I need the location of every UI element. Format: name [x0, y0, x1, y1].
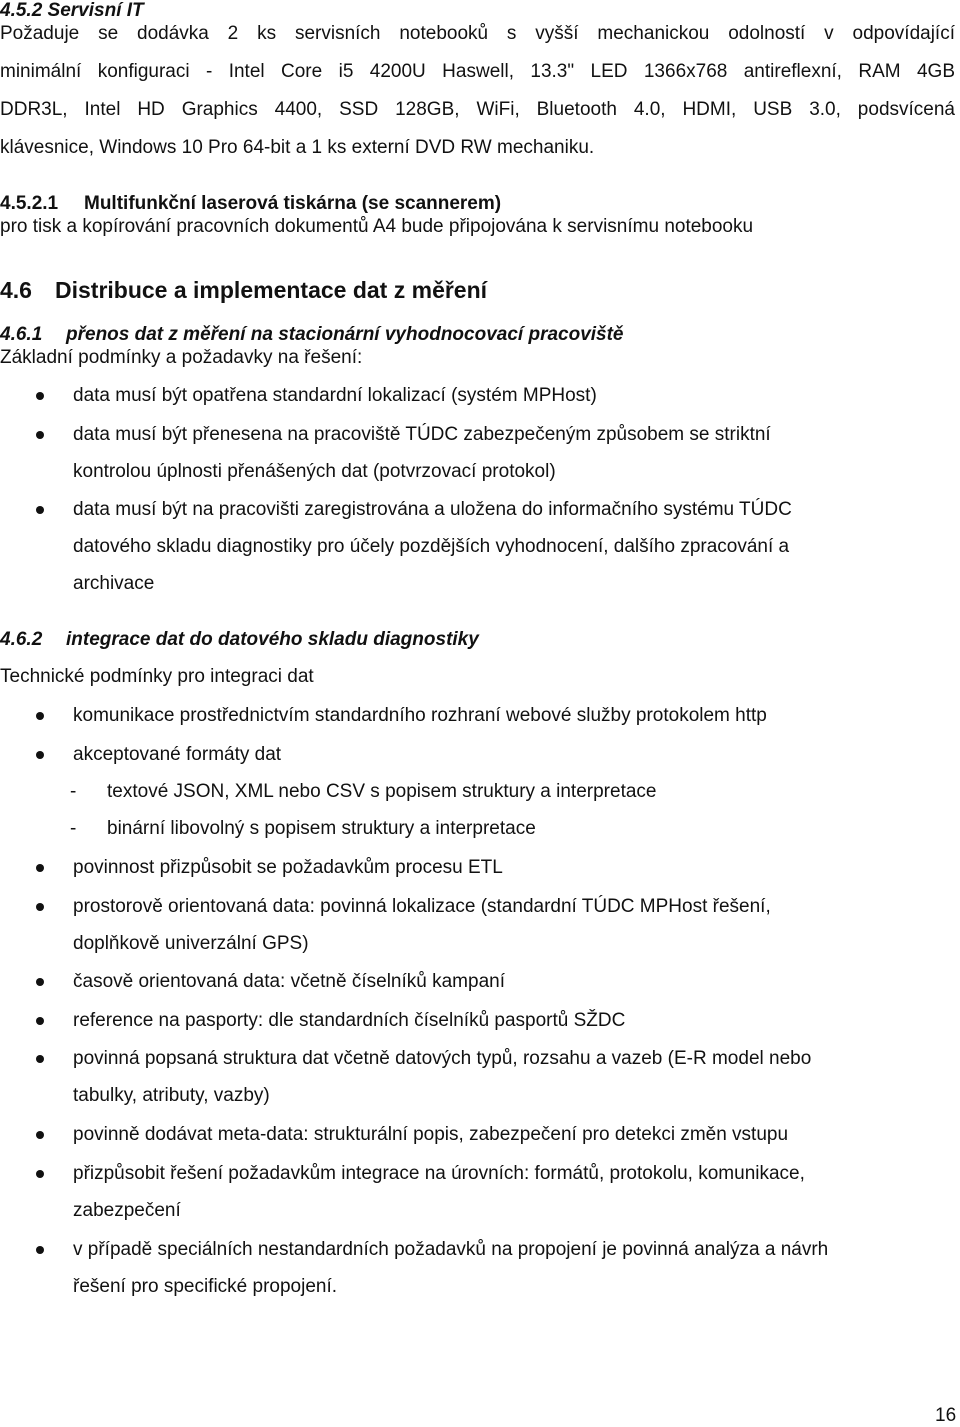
bullet-text: data musí být přenesena na pracoviště TÚDC zabezpečeným způsobem se striktní [73, 424, 771, 445]
heading-number: 4.6.1 [0, 324, 43, 345]
dash-marker: - [70, 818, 77, 839]
bullet-icon [36, 978, 44, 986]
paragraph-line: klávesnice, Windows 10 Pro 64-bit a 1 ks externí DVD RW mechaniku. [0, 137, 595, 158]
bullet-icon [36, 1055, 44, 1063]
page-number: 16 [935, 1405, 957, 1426]
sub-item-text: textové JSON, XML nebo CSV s popisem struktury a interpretace [107, 781, 657, 802]
bullet-icon [36, 1170, 44, 1178]
bullet-icon [36, 1131, 44, 1139]
bullet-text: povinnost přizpůsobit se požadavkům procesu ETL [73, 857, 503, 878]
dash-marker: - [70, 781, 77, 802]
heading-title: přenos dat z měření na stacionární vyhodnocovací pracoviště [66, 324, 624, 345]
bullet-text: doplňkově univerzální GPS) [73, 933, 309, 954]
heading-4-6 [0, 277, 487, 304]
bullet-text: kontrolou úplnosti přenášených dat (potvrzovací protokol) [73, 461, 556, 482]
heading-title: Multifunkční laserová tiskárna (se scannerem) [84, 193, 502, 214]
bullet-text: povinně dodávat meta-data: strukturální popis, zabezpečení pro detekci změn vstupu [73, 1124, 789, 1145]
heading-title: integrace dat do datového skladu diagnostiky [66, 629, 479, 650]
bullet-icon [36, 392, 44, 400]
bullet-icon [36, 864, 44, 872]
bullet-text: data musí být opatřena standardní lokalizací (systém MPHost) [73, 385, 597, 406]
intro-text: Technické podmínky pro integraci dat [0, 666, 314, 687]
heading-4-6-2 [0, 629, 479, 651]
bullet-icon [36, 751, 44, 759]
paragraph-line: DDR3L, Intel HD Graphics 4400, SSD 128GB, WiFi, Bluetooth 4.0, HDMI, USB 3.0, podsvícená [0, 99, 955, 120]
bullet-text: povinná popsaná struktura dat včetně datových typů, rozsahu a vazeb (E-R model nebo [73, 1048, 812, 1069]
bullet-icon [36, 506, 44, 514]
bullet-text: prostorově orientovaná data: povinná lokalizace (standardní TÚDC MPHost řešení, [73, 896, 771, 917]
bullet-icon [36, 431, 44, 439]
heading-4-5-2-1 [0, 193, 501, 215]
paragraph-line: minimální konfiguraci - Intel Core i5 4200U Haswell, 13.3" LED 1366x768 antireflexní, RAM 4GB [0, 61, 955, 82]
bullet-text: akceptované formáty dat [73, 744, 282, 765]
heading-4-6-1 [0, 324, 624, 346]
bullet-text: archivace [73, 573, 155, 594]
bullet-text: zabezpečení [73, 1200, 181, 1221]
bullet-text: datového skladu diagnostiky pro účely pozdějších vyhodnocení, dalšího zpracování a [73, 536, 790, 557]
heading-4-5-2: 4.5.2 Servisní IT [0, 0, 144, 21]
intro-text: Základní podmínky a požadavky na řešení: [0, 347, 363, 368]
bullet-text: časově orientovaná data: včetně číselníků kampaní [73, 971, 505, 992]
bullet-text: reference na pasporty: dle standardních číselníků pasportů SŽDC [73, 1010, 626, 1031]
bullet-icon [36, 712, 44, 720]
heading-number: 4.6.2 [0, 629, 43, 650]
bullet-text: přizpůsobit řešení požadavkům integrace na úrovních: formátů, protokolu, komunikace, [73, 1163, 805, 1184]
bullet-text: řešení pro specifické propojení. [73, 1276, 338, 1297]
sub-item-text: binární libovolný s popisem struktury a interpretace [107, 818, 536, 839]
heading-number: 4.5.2.1 [0, 193, 59, 214]
bullet-icon [36, 1017, 44, 1025]
bullet-text: tabulky, atributy, vazby) [73, 1085, 270, 1106]
bullet-text: v případě speciálních nestandardních požadavků na propojení je povinná analýza a návrh [73, 1239, 829, 1260]
paragraph-line: pro tisk a kopírování pracovních dokumentů A4 bude připojována k servisnímu notebooku [0, 216, 754, 237]
bullet-text: data musí být na pracovišti zaregistrována a uložena do informačního systému TÚDC [73, 499, 792, 520]
heading-title: Distribuce a implementace dat z měření [55, 277, 488, 303]
bullet-text: komunikace prostřednictvím standardního rozhraní webové služby protokolem http [73, 705, 767, 726]
bullet-icon [36, 903, 44, 911]
paragraph-line: Požaduje se dodávka 2 ks servisních notebooků s vyšší mechanickou odolností v odpovídající [0, 23, 955, 44]
bullet-icon [36, 1246, 44, 1254]
heading-number: 4.6 [0, 277, 32, 303]
